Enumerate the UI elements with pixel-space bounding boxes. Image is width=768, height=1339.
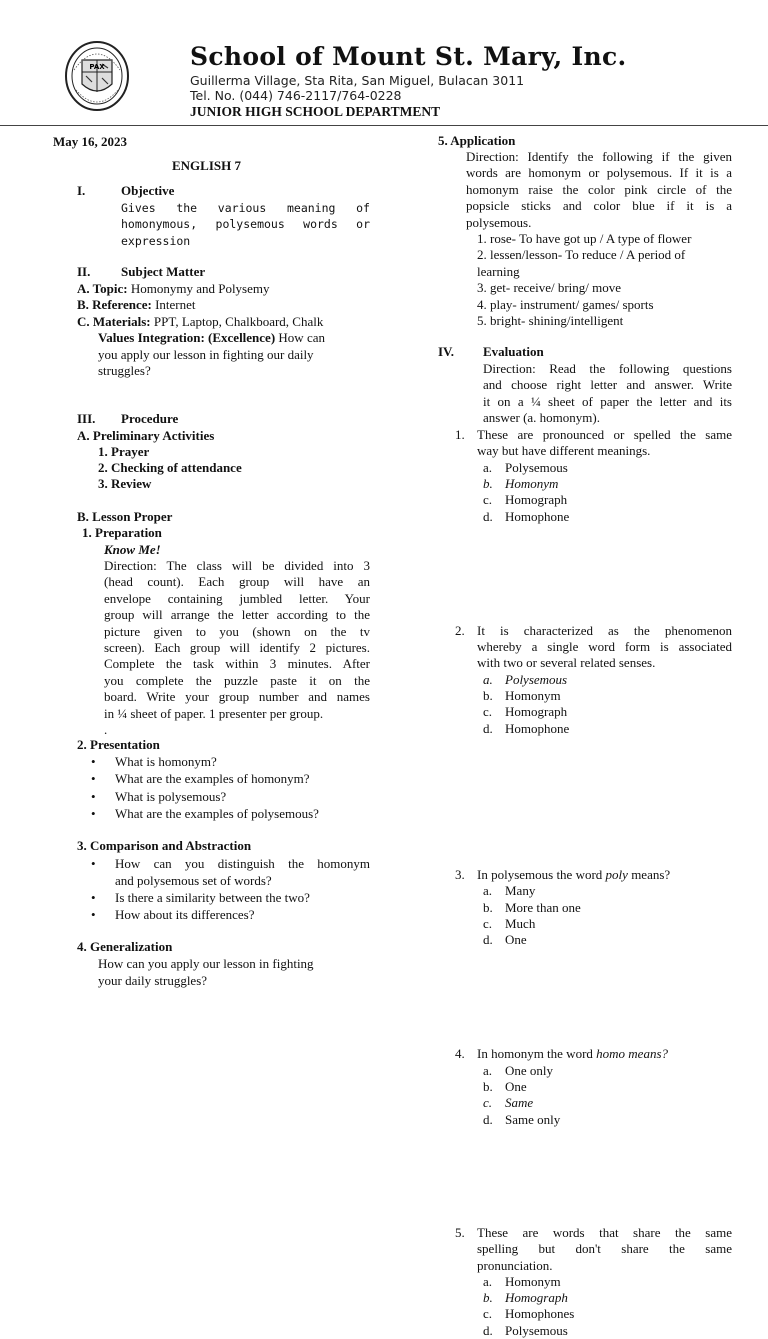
choice-letter: c.	[483, 915, 493, 931]
evaluation-direction-line: answer (a. homonym).	[483, 410, 600, 426]
choice-text: Much	[505, 915, 536, 931]
choice-letter: d.	[483, 1322, 493, 1338]
choice-text: Homograph	[505, 704, 568, 720]
application-heading: 5. Application	[438, 133, 516, 148]
subject-matter-num: II.	[77, 264, 91, 279]
lesson-date: May 16, 2023	[53, 134, 128, 149]
choice-text: More than one	[505, 899, 581, 915]
evaluation-direction	[483, 361, 732, 427]
school-name: School of Mount St. Mary, Inc.	[190, 42, 627, 71]
choice-letter: c.	[483, 1095, 493, 1111]
direction-line: board. Write your group number and names	[104, 689, 370, 705]
choice-letter: c.	[483, 704, 493, 720]
question-text-italic: homo means?	[596, 1046, 669, 1062]
choice-letter: d.	[483, 720, 493, 736]
direction-line: in ¼ sheet of paper. 1 presenter per group.	[104, 705, 324, 721]
reference-label: B. Reference:	[77, 297, 152, 312]
comparison-item: • How about its differences?	[115, 907, 254, 924]
question-text: It is characterized as the phenomenon	[477, 622, 732, 638]
application-direction-line: popsicle sticks and color blue if it is a	[466, 198, 732, 214]
question-text: These are pronounced or spelled the same	[477, 427, 732, 442]
comparison-heading: 3. Comparison and Abstraction	[77, 838, 252, 853]
application-item: 3. get- receive/ bring/ move	[477, 280, 622, 296]
choice-text: Polysemous	[505, 671, 568, 687]
presentation-heading: 2. Presentation	[77, 737, 160, 752]
values-row	[98, 330, 325, 347]
question-text: spelling but don't share the same	[477, 1241, 732, 1257]
generalization-line: your daily struggles?	[98, 973, 208, 988]
question-text: pronunciation.	[477, 1257, 553, 1273]
choice-text: One only	[505, 1062, 554, 1078]
choice-letter: a.	[483, 671, 493, 687]
choice-letter: d.	[483, 508, 493, 524]
evaluation-direction-line: and choose right letter and answer. Write	[483, 377, 732, 393]
procedure-num: III.	[77, 411, 96, 426]
choice-letter: b.	[483, 899, 493, 915]
materials-value: PPT, Laptop, Chalkboard, Chalk	[150, 314, 324, 329]
generalization-heading: 4. Generalization	[77, 939, 173, 954]
preliminary-heading: A. Preliminary Activities	[77, 428, 215, 443]
reference-value: Internet	[151, 297, 196, 312]
subject-matter-heading: Subject Matter	[121, 264, 206, 279]
values-line: you apply our lesson in fighting our daily	[98, 347, 314, 362]
choice-text: Polysemous	[505, 1322, 568, 1338]
comparison-item-cont: and polysemous set of words?	[115, 873, 272, 888]
choice-letter: b.	[483, 475, 493, 491]
direction-line: Direction: The class will be divided into 3	[104, 558, 370, 573]
department-name: JUNIOR HIGH SCHOOL DEPARTMENT	[190, 104, 441, 119]
materials-row	[77, 314, 323, 331]
choice-letter: d.	[483, 1111, 493, 1127]
values-label: Values Integration: (Excellence)	[98, 330, 276, 345]
application-direction-line: Direction: Identify the following if the given	[466, 149, 732, 164]
topic-value: Homonymy and Polysemy	[127, 281, 270, 296]
evaluation-num: IV.	[438, 344, 455, 359]
application-direction-line: homonym raise the color pink circle of the	[466, 181, 732, 197]
application-item: 1. rose- To have got up / A type of flower	[477, 231, 692, 246]
choice-text: Homonym	[505, 1273, 561, 1289]
question-number: 5.	[455, 1224, 465, 1240]
prelim-item: 1. Prayer	[98, 444, 150, 459]
choice-text: One	[505, 1079, 527, 1094]
question-text: These are words that share the same	[477, 1224, 732, 1240]
question-text-part: In homonym the word	[477, 1046, 597, 1062]
presentation-item: • What are the examples of homonym?	[115, 771, 310, 788]
preparation-direction	[104, 558, 370, 722]
choice-letter: c.	[483, 1306, 493, 1322]
question-number: 3.	[455, 866, 465, 882]
choice-text: Same only	[505, 1111, 561, 1127]
comparison-item: • How can you distinguish the homonym	[115, 856, 370, 873]
choice-letter: a.	[483, 459, 493, 475]
generalization-line: How can you apply our lesson in fighting	[98, 956, 314, 971]
direction-line: screen). Each group will identify 2 pictures.	[104, 639, 370, 655]
choice-text: Many	[505, 883, 536, 899]
choice-text: Polysemous	[505, 459, 568, 475]
lesson-proper-heading: B. Lesson Proper	[77, 509, 173, 524]
objective-line: homonymous, polysemous words or	[121, 217, 370, 231]
evaluation-direction-line: it on a ¼ sheet of paper the letter and its	[483, 393, 732, 409]
question-text: way but have different meanings.	[477, 443, 651, 459]
procedure-heading: Procedure	[121, 411, 179, 426]
question-text: with two or several related senses.	[477, 655, 656, 671]
choice-letter: b.	[483, 1290, 493, 1306]
evaluation-direction-line: Direction: Read the following questions	[483, 361, 732, 376]
question-text-italic: poly	[605, 866, 628, 882]
application-direction	[466, 149, 732, 231]
application-direction-line: words are homonym or polysemous. If it is a	[466, 165, 732, 181]
presentation-item: • What is polysemous?	[115, 789, 226, 806]
values-value: How can	[275, 330, 325, 345]
direction-line: picture given to you (shown on the tv	[104, 623, 370, 639]
objective-heading: Objective	[121, 183, 175, 198]
direction-line: (head count). Each group will have an	[104, 574, 370, 590]
school-tel: Tel. No. (044) 746-2117/764-0228	[190, 88, 402, 103]
presentation-item: • What is homonym?	[115, 754, 217, 771]
application-items	[477, 231, 737, 329]
application-direction-line: polysemous.	[466, 214, 532, 230]
choice-text: Homophone	[505, 720, 570, 736]
choice-letter: a.	[483, 1273, 493, 1289]
comparison-item: • Is there a similarity between the two?	[115, 890, 310, 907]
question-text-part: means?	[627, 866, 671, 882]
choice-text: Homonym	[505, 688, 561, 703]
presentation-item: • What are the examples of polysemous?	[115, 806, 319, 823]
reference-row	[77, 297, 196, 314]
choice-letter: d.	[483, 932, 493, 948]
prelim-item: 3. Review	[98, 476, 152, 491]
choice-letter: a.	[483, 1062, 493, 1078]
question-text	[477, 1046, 668, 1063]
values-line: struggles?	[98, 363, 151, 378]
application-item: learning	[477, 263, 520, 279]
choice-letter: b.	[483, 1079, 493, 1094]
choice-text: Homophone	[505, 508, 570, 524]
topic-row	[77, 281, 270, 298]
know-me-title: Know Me!	[104, 542, 161, 557]
choice-letter: c.	[483, 492, 493, 508]
prelim-item: 2. Checking of attendance	[98, 460, 242, 475]
question-text: whereby a single word form is associated	[477, 639, 732, 655]
materials-label: C. Materials:	[77, 314, 151, 329]
header-divider	[0, 125, 768, 126]
stray-dot: .	[104, 722, 108, 737]
objective-line: Gives the various meaning of	[121, 201, 370, 215]
question-number: 4.	[455, 1046, 465, 1062]
question-number: 2.	[455, 622, 465, 638]
application-item: 5. bright- shining/intelligent	[477, 312, 624, 328]
preparation-heading: 1. Preparation	[82, 525, 162, 540]
choice-text: Homograph	[505, 1290, 568, 1306]
choice-letter: a.	[483, 883, 493, 899]
question-text	[477, 867, 670, 884]
direction-line: Complete the task within 3 minutes. After	[104, 656, 370, 672]
objective-line: expression	[121, 234, 191, 248]
direction-line: group will arrange the letter according to the	[104, 607, 370, 623]
subject-title: ENGLISH 7	[172, 158, 241, 173]
objective-num: I.	[77, 183, 86, 198]
school-address: Guillerma Village, Sta Rita, San Miguel, Bulacan 3011	[190, 73, 525, 88]
topic-label: A. Topic:	[77, 281, 128, 296]
choice-text: One	[505, 932, 527, 948]
question-text-part: In polysemous the word	[477, 866, 606, 882]
choice-text: Homophones	[505, 1306, 575, 1322]
question-number: 1.	[455, 427, 465, 442]
choice-text: Homonym	[505, 475, 559, 491]
school-seal-logo	[64, 40, 130, 112]
direction-line: envelope containing jumbled letter. Your	[104, 590, 370, 606]
seal-text: PAX	[89, 63, 105, 71]
choice-letter: b.	[483, 688, 493, 703]
choice-text: Same	[505, 1095, 534, 1111]
application-item: 4. play- instrument/ games/ sports	[477, 296, 654, 312]
choice-text: Homograph	[505, 492, 568, 508]
application-item: 2. lessen/lesson- To reduce / A period of	[477, 247, 686, 263]
evaluation-heading: Evaluation	[483, 344, 544, 359]
direction-line: you complete the puzzle paste it on the	[104, 672, 370, 688]
